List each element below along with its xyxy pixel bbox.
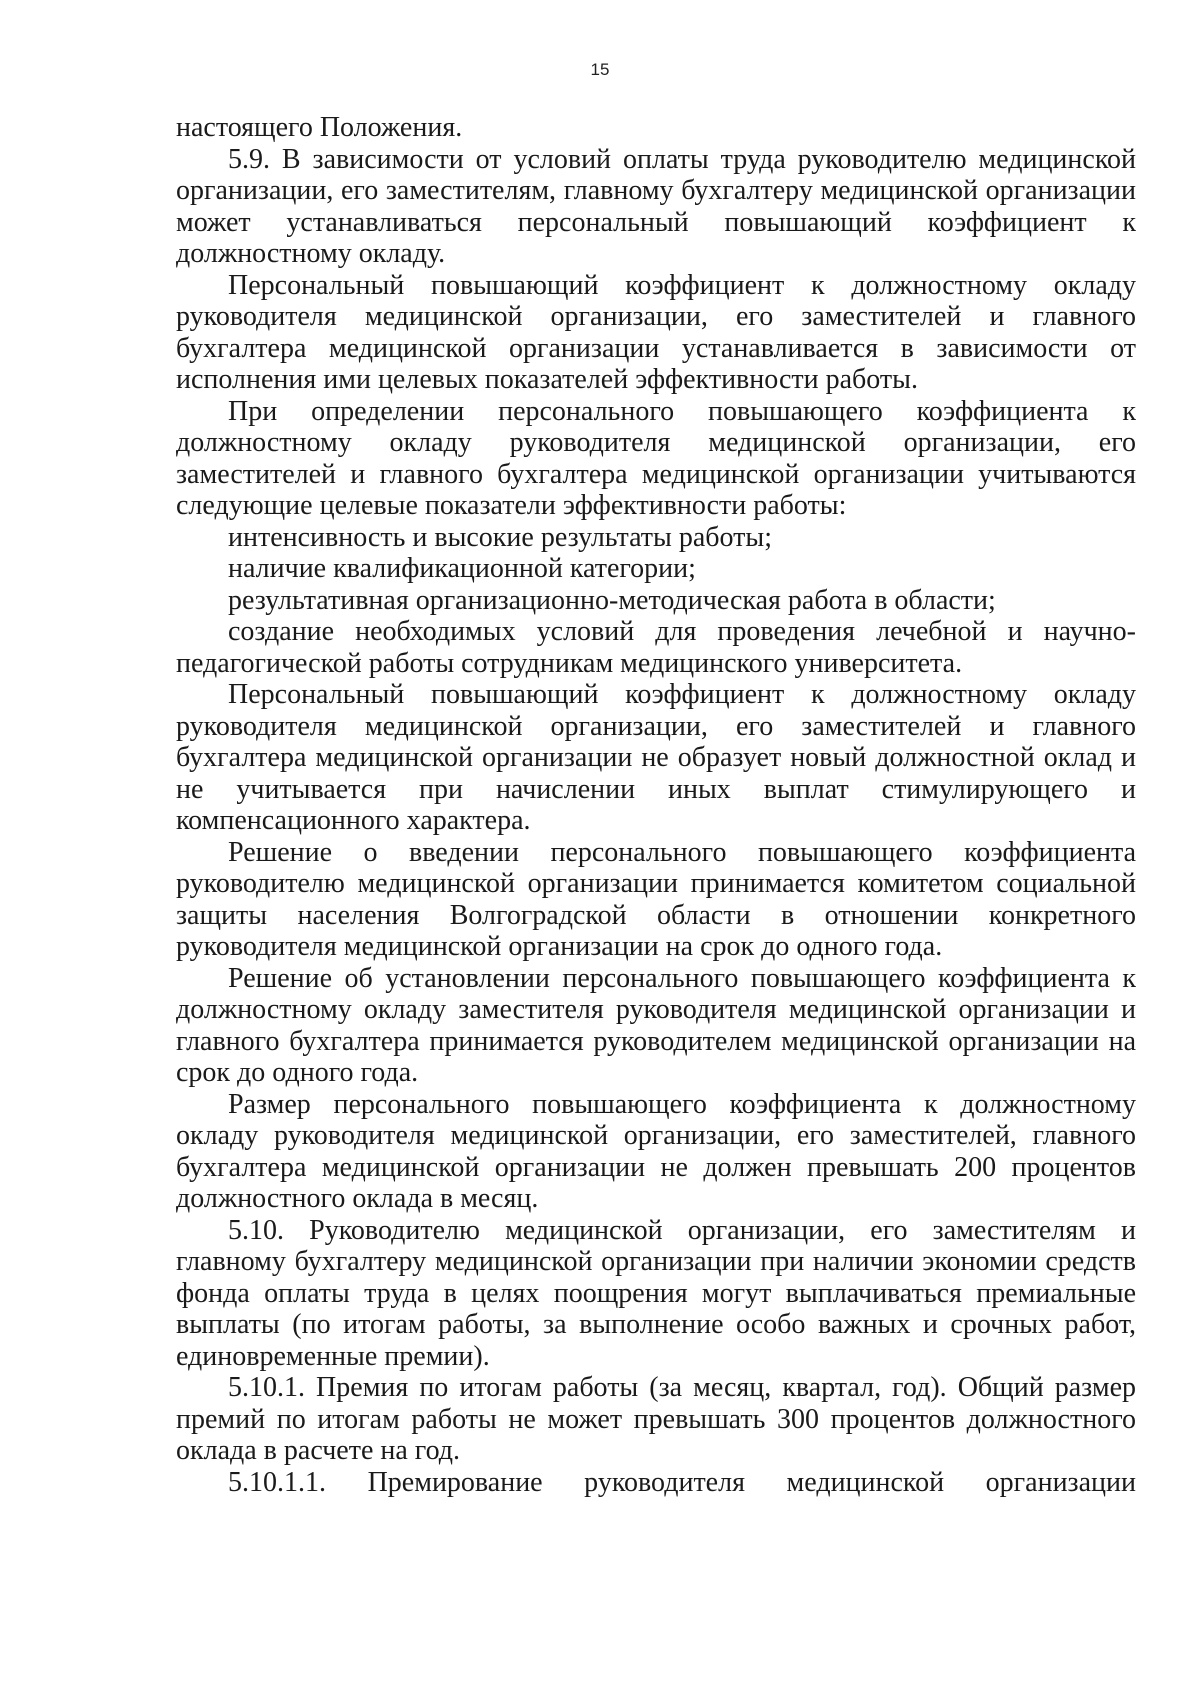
list-item-intensity: интенсивность и высокие результаты работы; xyxy=(228,521,772,553)
list-item-methodical-work: результативная организационно-методическая работа в области; xyxy=(228,584,996,616)
paragraph-coefficient-limit: Размер персонального повышающего коэффициента к должностному окладу руководителя медицинской организации, его заместителей, главного бухгалтера медицинской организации не должен превышать 200 процентов должностного оклада в месяц. xyxy=(176,1088,1136,1214)
paragraph-no-new-salary: Персональный повышающий коэффициент к должностному окладу руководителя медицинской организации, его заместителей и главного бухгалтера медицинской организации не образует новый должностной оклад и не учитывается при начислении иных выплат стимулирующего и компенсационного характера. xyxy=(176,679,1136,836)
paragraph-5-10: 5.10. Руководителю медицинской организации, его заместителям и главному бухгалтеру медицинской организации при наличии экономии средств фонда оплаты труда в целях поощрения могут выплачиваться премиальные выплаты (по итогам работы, за выполнение особо важных и срочных работ, единовременные премии). xyxy=(176,1214,1136,1372)
paragraph-target-indicators-intro: При определении персонального повышающего коэффициента к должностному окладу руководителя медицинской организации, его заместителей и главного бухгалтера медицинской организации учитываются следующие целевые показатели эффективности работы: xyxy=(176,395,1136,521)
document-body xyxy=(176,112,1136,1498)
paragraph-5-10-1-1: 5.10.1.1. Премирование руководителя медицинской организации xyxy=(228,1466,1136,1498)
paragraph-5-9: 5.9. В зависимости от условий оплаты труда руководителю медицинской организации, его заместителям, главному бухгалтеру медицинской организации может устанавливаться персональный повышающий коэффициент к должностному окладу. xyxy=(176,143,1136,269)
list-item-qualification: наличие квалификационной категории; xyxy=(228,553,696,584)
paragraph-committee-decision: Решение о введении персонального повышающего коэффициента руководителю медицинской организации принимается комитетом социальной защиты населения Волгоградской области в отношении конкретного руководителя медицинской организации на срок до одного года. xyxy=(176,836,1136,962)
paragraph-continuation: настоящего Положения. xyxy=(176,112,463,143)
list-item-conditions: создание необходимых условий для проведения лечебной и научно-педагогической работы сотрудникам медицинского университета. xyxy=(176,616,1136,679)
paragraph-head-decision: Решение об установлении персонального повышающего коэффициента к должностному окладу заместителя руководителя медицинской организации и главного бухгалтера принимается руководителем медицинской организации на срок до одного года. xyxy=(176,962,1136,1088)
paragraph-5-10-1: 5.10.1. Премия по итогам работы (за месяц, квартал, год). Общий размер премий по итогам работы не может превышать 300 процентов должностного оклада в расчете на год. xyxy=(176,1372,1136,1466)
paragraph-coefficient-dependency: Персональный повышающий коэффициент к должностному окладу руководителя медицинской организации, его заместителей и главного бухгалтера медицинской организации устанавливается в зависимости от исполнения ими целевых показателей эффективности работы. xyxy=(176,269,1136,395)
page-number: 15 xyxy=(590,60,610,79)
